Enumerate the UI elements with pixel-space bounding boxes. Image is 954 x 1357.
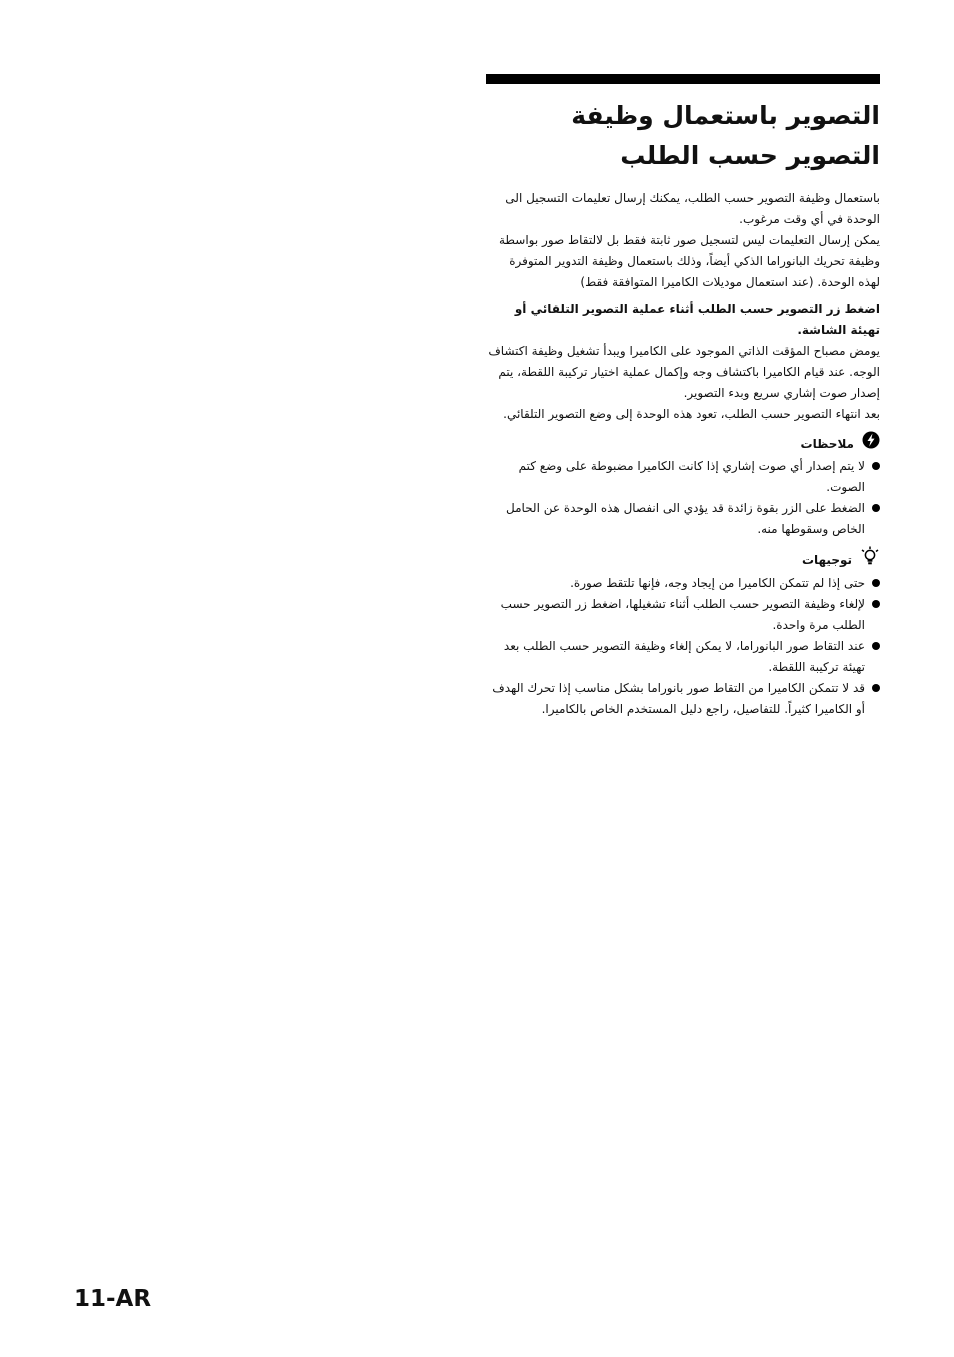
tips-title: توجيهات xyxy=(801,552,852,567)
content-column xyxy=(486,74,880,720)
notes-list xyxy=(486,456,880,540)
tips-heading xyxy=(486,546,880,573)
list-item: عند التقاط صور البانوراما، لا يمكن إلغاء وظيفة التصوير حسب الطلب بعد تهيئة تركيبة اللقطة. xyxy=(486,636,865,678)
list-item: لا يتم إصدار أي صوت إشاري إذا كانت الكاميرا مضبوطة على وضع كتم الصوت. xyxy=(486,456,865,498)
page-number: 11-AR xyxy=(74,1286,152,1312)
intro-paragraph-2: يمكن إرسال التعليمات ليس لتسجيل صور ثابتة فقط بل لالتقاط صور بواسطة وظيفة تحريك البانوراما الذكي أيضاً، وذلك باستعمال وظيفة التدوير المتوفرة لهذه الوحدة. (عند استعمال موديلات الكاميرا المتوافقة فقط) xyxy=(499,233,880,289)
section-rule xyxy=(486,74,880,84)
page-title: التصوير باستعمال وظيفة التصوير حسب الطلب xyxy=(571,101,880,170)
notes-title: ملاحظات xyxy=(800,436,854,451)
instruction-after: بعد انتهاء التصوير حسب الطلب، تعود هذه الوحدة إلى وضع التصوير التلقائي. xyxy=(503,407,880,421)
intro-paragraph-1: باستعمال وظيفة التصوير حسب الطلب، يمكنك إرسال تعليمات التسجيل الى الوحدة في أي وقت مرغوب. xyxy=(505,191,880,226)
list-item: لإلغاء وظيفة التصوير حسب الطلب أثناء تشغيلها، اضغط زر التصوير حسب الطلب مرة واحدة. xyxy=(486,594,865,636)
tips-list xyxy=(486,573,880,720)
lightbulb-icon xyxy=(860,546,880,573)
list-item: الضغط على الزر بقوة زائدة قد يؤدي الى انفصال هذه الوحدة عن الحامل الخاص وسقوطها منه. xyxy=(486,498,865,540)
notes-heading xyxy=(486,431,880,456)
caution-icon xyxy=(862,431,880,456)
instruction-heading: اضغط زر التصوير حسب الطلب أثناء عملية التصوير التلقائي أو تهيئة الشاشة. xyxy=(514,302,880,337)
list-item: قد لا تتمكن الكاميرا من التقاط صور بانوراما بشكل مناسب إذا تحرك الهدف أو الكاميرا كثيراً. للتفاصيل، راجع دليل المستخدم الخاص بالكاميرا. xyxy=(486,678,865,720)
list-item: حتى إذا لم تتمكن الكاميرا من إيجاد وجه، فإنها تلتقط صورة. xyxy=(486,573,865,594)
instruction-body: يومض مصباح المؤقت الذاتي الموجود على الكاميرا ويبدأ تشغيل وظيفة اكتشاف الوجه. عند قيام الكاميرا باكتشاف وجه وإكمال عملية اختيار تركيبة اللقطة، يتم إصدار صوت إشاري سريع وبدء التصوير. xyxy=(488,344,880,400)
